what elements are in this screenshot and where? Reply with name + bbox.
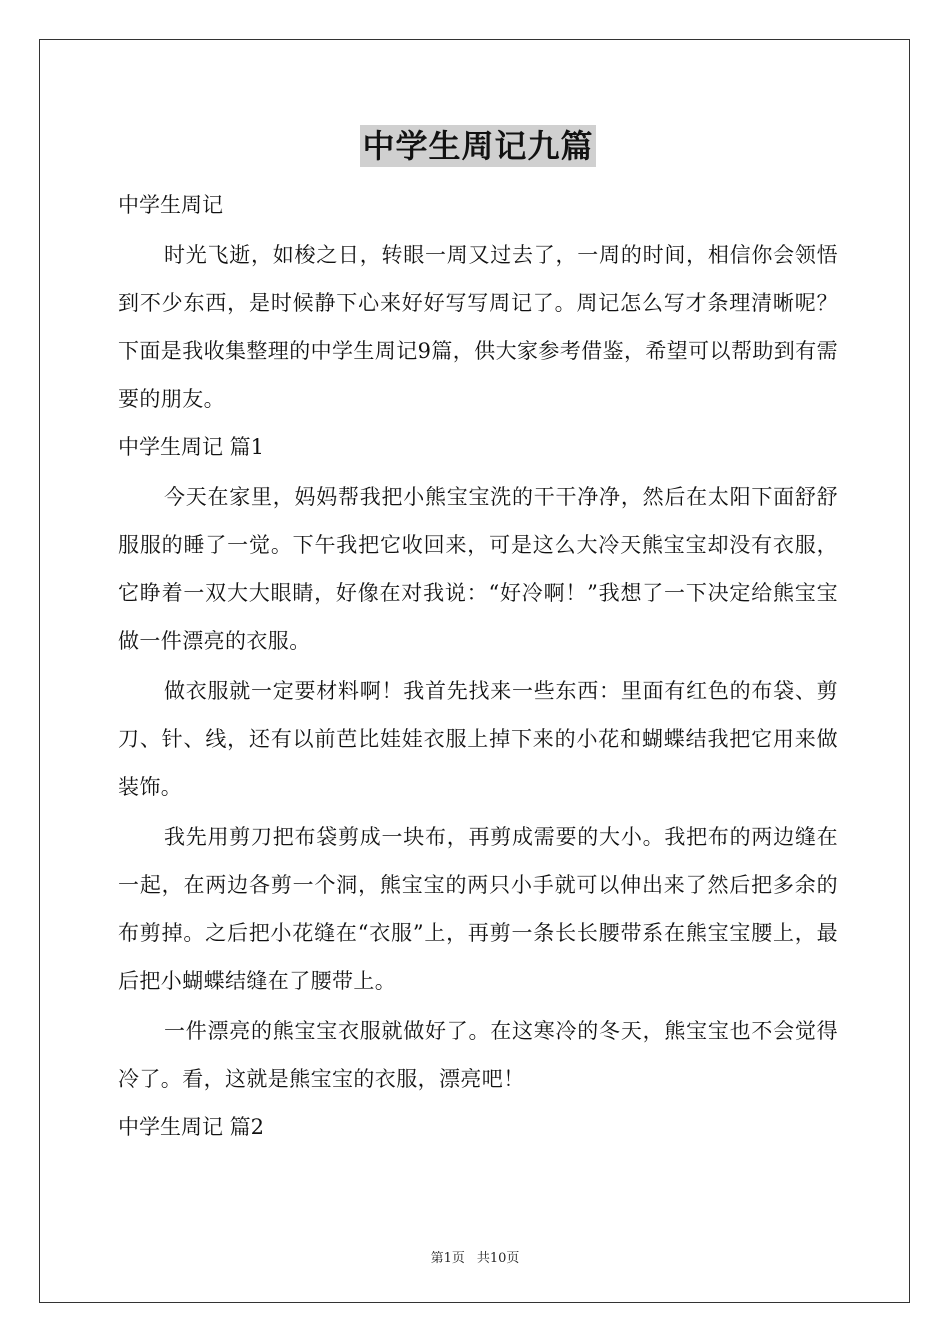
- paragraph: 时光飞逝，如梭之日，转眼一周又过去了，一周的时间，相信你会领悟到不少东西，是时候静下心来好好写写周记了。周记怎么写才条理清晰呢？下面是我收集整理的中学生周记9篇，供大家参考借鉴，希望可以帮助到有需要的朋友。: [118, 243, 838, 411]
- paragraph: 我先用剪刀把布袋剪成一块布，再剪成需要的大小。我把布的两边缝在一起，在两边各剪一个洞，熊宝宝的两只小手就可以伸出来了然后把多余的布剪掉。之后把小花缝在“衣服”上，再剪一条长长腰带系在熊宝宝腰上，最后把小蝴蝶结缝在了腰带上。: [118, 825, 838, 993]
- document-title: 中学生周记九篇: [362, 127, 594, 165]
- page-footer: [0, 1247, 950, 1266]
- paragraph: 做衣服就一定要材料啊！我首先找来一些东西：里面有红色的布袋、剪刀、针、线，还有以前芭比娃娃衣服上掉下来的小花和蝴蝶结我把它用来做装饰。: [118, 679, 838, 799]
- page-total: 共10页: [476, 1251, 520, 1266]
- document-body: [118, 125, 838, 1151]
- paragraph: 一件漂亮的熊宝宝衣服就做好了。在这寒冷的冬天，熊宝宝也不会觉得冷了。看，这就是熊宝宝的衣服，漂亮吧！: [118, 1019, 838, 1091]
- section-heading: 中学生周记: [118, 193, 223, 217]
- page-number: 第1页: [430, 1251, 465, 1266]
- paragraph: 今天在家里，妈妈帮我把小熊宝宝洗的干干净净，然后在太阳下面舒舒服服的睡了一觉。下午我把它收回来，可是这么大冷天熊宝宝却没有衣服，它睁着一双大大眼睛，好像在对我说：“好冷啊！”我想了一下决定给熊宝宝做一件漂亮的衣服。: [118, 485, 838, 653]
- section-heading: 中学生周记 篇2: [118, 1115, 265, 1139]
- title-wrap: [118, 125, 838, 171]
- section-heading: 中学生周记 篇1: [118, 435, 265, 459]
